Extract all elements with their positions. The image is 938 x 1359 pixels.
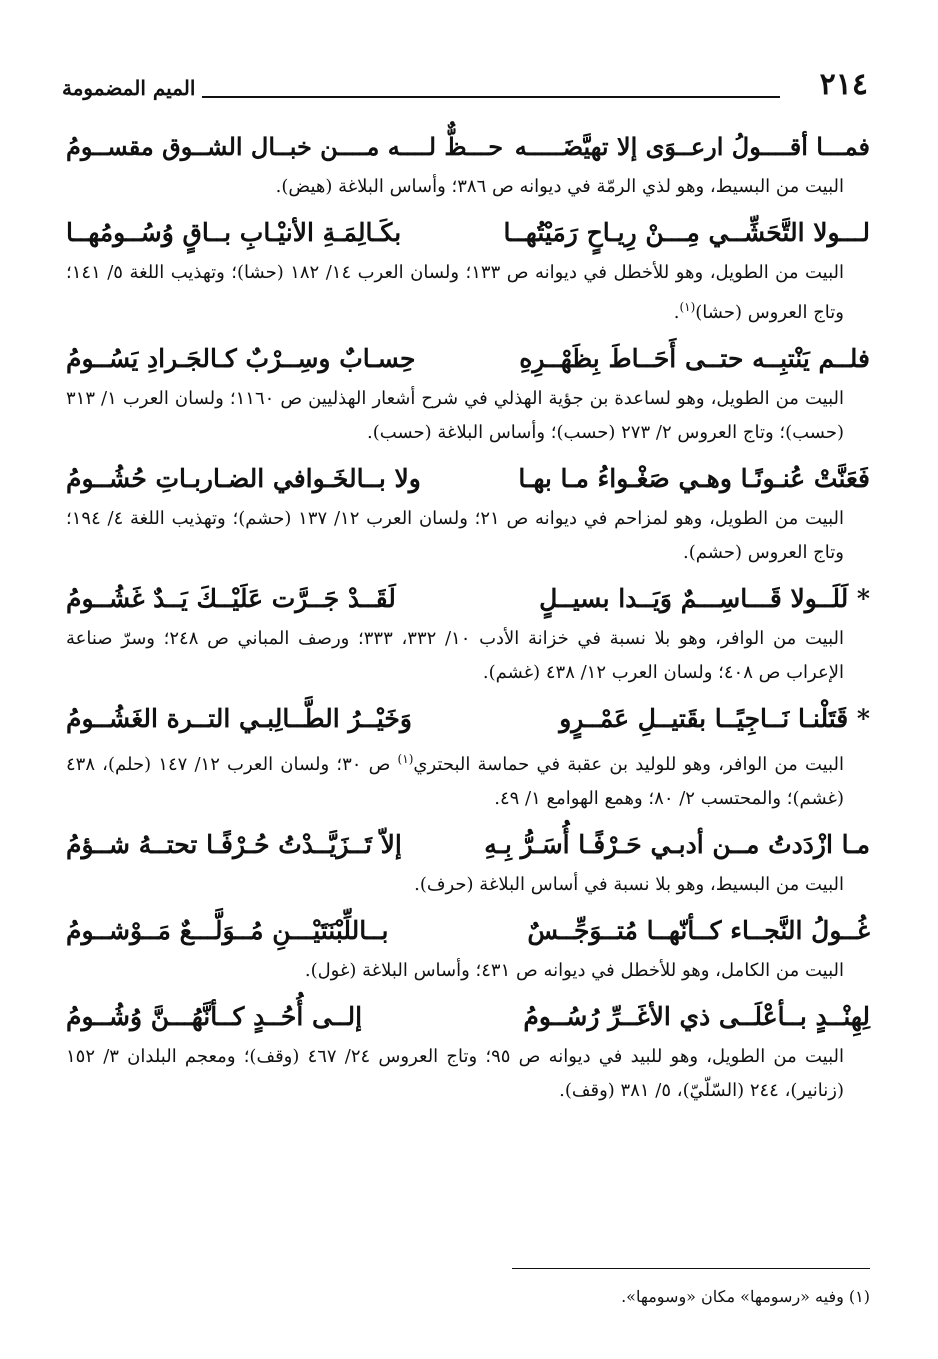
footnote-marker: (١)	[679, 300, 696, 314]
second-hemistich: لَقَــدْ جَــرَّت عَلَيْــكَ يَــدٌ غَشُــومُ	[66, 584, 396, 613]
verse-entry	[66, 456, 870, 570]
citation-text: البيت من البسيط، وهو لذي الرمّة في ديوانه ص ٣٨٦؛ وأساس البلاغة (هيض).	[275, 176, 844, 197]
second-hemistich: إلاّ تَــزَيَّــدْتُ حُـرْفًـا تحتــهُ شــؤمُ	[66, 830, 402, 859]
citation-text: البيت من البسيط، وهو بلا نسبة في أساس البلاغة (حرف).	[414, 874, 844, 895]
first-hemistich: * قَتَلْنـا نَــاجِيًــا بقَتيــلِ عَمْــرٍو	[559, 704, 870, 733]
citation-text: البيت من الوافر، وهو بلا نسبة في خزانة الأدب ١٠/ ٣٣٢، ٣٣٣؛ ورصف المباني ص ٢٤٨؛ وسرّ صناعة الإعراب ص ٤٠٨؛ ولسان العرب ١٢/ ٤٣٨ (غشم).	[66, 628, 844, 683]
verse-citation	[66, 742, 870, 816]
header-rule	[202, 96, 780, 98]
verse-citation: البيت من الطويل، وهو للأخطل في ديوانه ص ١٣٣؛ ولسان العرب ١٤/ ١٨٢ (حشا)؛ وتهذيب اللغة ٥/ ١٤١؛ وتاج العروس (حشا)$^{(١)}$.	[66, 262, 845, 323]
citation-text: البيت من الطويل، وهو لمزاحم في ديوانه ص ٢١؛ ولسان العرب ١٢/ ١٣٧ (حشم)؛ وتهذيب اللغة ٤/ ١٩٤؛ وتاج العروس (حشم).	[66, 508, 844, 563]
verse-citation	[66, 170, 870, 204]
verse-citation	[66, 1040, 870, 1108]
verse-citation	[66, 954, 870, 988]
second-hemistich: حـــظٌّ لــــه مــــن خبــال الشــوق مقســومُ	[66, 132, 504, 161]
verse-list	[66, 124, 870, 1114]
verse-entry	[66, 696, 870, 816]
verse-line	[66, 210, 870, 256]
verse-entry	[66, 210, 870, 330]
verse-line	[66, 124, 870, 170]
verse-citation	[66, 622, 870, 690]
page-header	[62, 68, 868, 108]
citation-text: البيت من الطويل، وهو للبيد في ديوانه ص ٩٥؛ وتاج العروس ٢٤/ ٤٦٧ (وقف)؛ ومعجم البلدان ٣/ ١٥٢ (زنانير)، ٢٤٤ (السّلّيّ)، ٥/ ٣٨١ (وقف).	[66, 1046, 844, 1101]
first-hemistich: فلــم يَنْتبِــه حتــى أَحَــاطَ بِظَهْــرِهِ	[519, 344, 870, 373]
verse-line	[66, 994, 870, 1040]
second-hemistich: إلــى أُحُــدٍ كــأنَّهُـــنَّ وُشُــومُ	[66, 1002, 363, 1031]
verse-line	[66, 908, 870, 954]
verse-entry	[66, 336, 870, 450]
verse-entry	[66, 124, 870, 204]
footnote-marker: (١)	[397, 752, 414, 766]
verse-citation	[66, 502, 870, 570]
second-hemistich: بكَـالِمَـةِ الأنيْـابِ بــاقٍ وُسُــومُهــا	[66, 218, 402, 247]
second-hemistich: ولا بــالخَـوافي الضـاربـاتِ حُشُــومُ	[66, 464, 421, 493]
first-hemistich: فمـــا أقــــولُ ارعــوَى إلا تهيَّضَـــــه	[514, 132, 870, 161]
first-hemistich: مـا ازْدَدتُ مــن أدبـي حَـرْفًـا أُسَـرُّ بِـهِ	[484, 830, 870, 859]
first-hemistich: غُــولُ النَّجــاء كــأنّهــا مُتــوَجِّــسٌ	[527, 916, 870, 945]
citation-text-continued: ص ٣٠؛ ولسان العرب ١٢/ ١٤٧ (حلم)، ٤٣٨ (غشم)؛ والمحتسب ٢/ ٨٠؛ وهمع الهوامع ١/ ٤٩.	[66, 754, 844, 809]
verse-line	[66, 456, 870, 502]
running-title: الميم المضمومة	[62, 76, 196, 100]
verse-entry	[66, 576, 870, 690]
verse-line	[66, 696, 870, 742]
verse-citation	[66, 382, 870, 450]
verse-entry	[66, 908, 870, 988]
footnote-rule	[512, 1268, 870, 1269]
footnote: (١) وفيه «رسومها» مكان «وسومها».	[621, 1287, 870, 1306]
citation-text: البيت من الكامل، وهو للأخطل في ديوانه ص ٤٣١؛ وأساس البلاغة (غول).	[304, 960, 844, 981]
citation-text: البيت من الطويل، وهو للأخطل في ديوانه ص ١٣٣؛ ولسان العرب ١٤/ ١٨٢ (حشا)؛ وتهذيب اللغة ٥/ ١٤١؛ وتاج العروس (حشا)	[66, 262, 845, 323]
second-hemistich: بــاللِّبْنَتَيْـــنِ مُــوَلَّـــعٌ مَــوْشــومُ	[66, 916, 389, 945]
verse-citation	[66, 868, 870, 902]
verse-line	[66, 336, 870, 382]
first-hemistich: لـــولا التَّحَشِّــي مِـــنْ رِيـاحٍ رَمَيْتُهــا	[503, 218, 870, 247]
verse-entry	[66, 994, 870, 1108]
page-number: ٢١٤	[819, 67, 868, 102]
verse-line	[66, 822, 870, 868]
verse-entry	[66, 822, 870, 902]
citation-text: البيت من الطويل، وهو لساعدة بن جؤية الهذلي في شرح أشعار الهذليين ص ١١٦٠؛ ولسان العرب ١/ ٣١٣ (حسب)؛ وتاج العروس ٢/ ٢٧٣ (حسب)؛ وأساس البلاغة (حسب).	[66, 388, 845, 443]
second-hemistich: وَخَيْــرُ الطَّــالِبـي التــرة الغَشُــومُ	[66, 704, 412, 733]
first-hemistich: * لَلَــولا قَـــاسِـــمٌ وَيَــدا بسيــلٍ	[539, 584, 870, 613]
verse-line	[66, 576, 870, 622]
first-hemistich: فَعَنَّتْ عُنـونًـا وهـي صَغْـواءُ مـا بهـا	[518, 464, 870, 493]
second-hemistich: حِسـابٌ وسِــرْبٌ كـالجَـرادِ يَسُــومُ	[66, 344, 416, 373]
first-hemistich: لِهِنْــدٍ بــأعْلَــى ذي الأغَــرِّ رُسُــومُ	[523, 1002, 870, 1031]
citation-text: البيت من الوافر، وهو للوليد بن عقبة في حماسة البحتري	[413, 754, 844, 775]
